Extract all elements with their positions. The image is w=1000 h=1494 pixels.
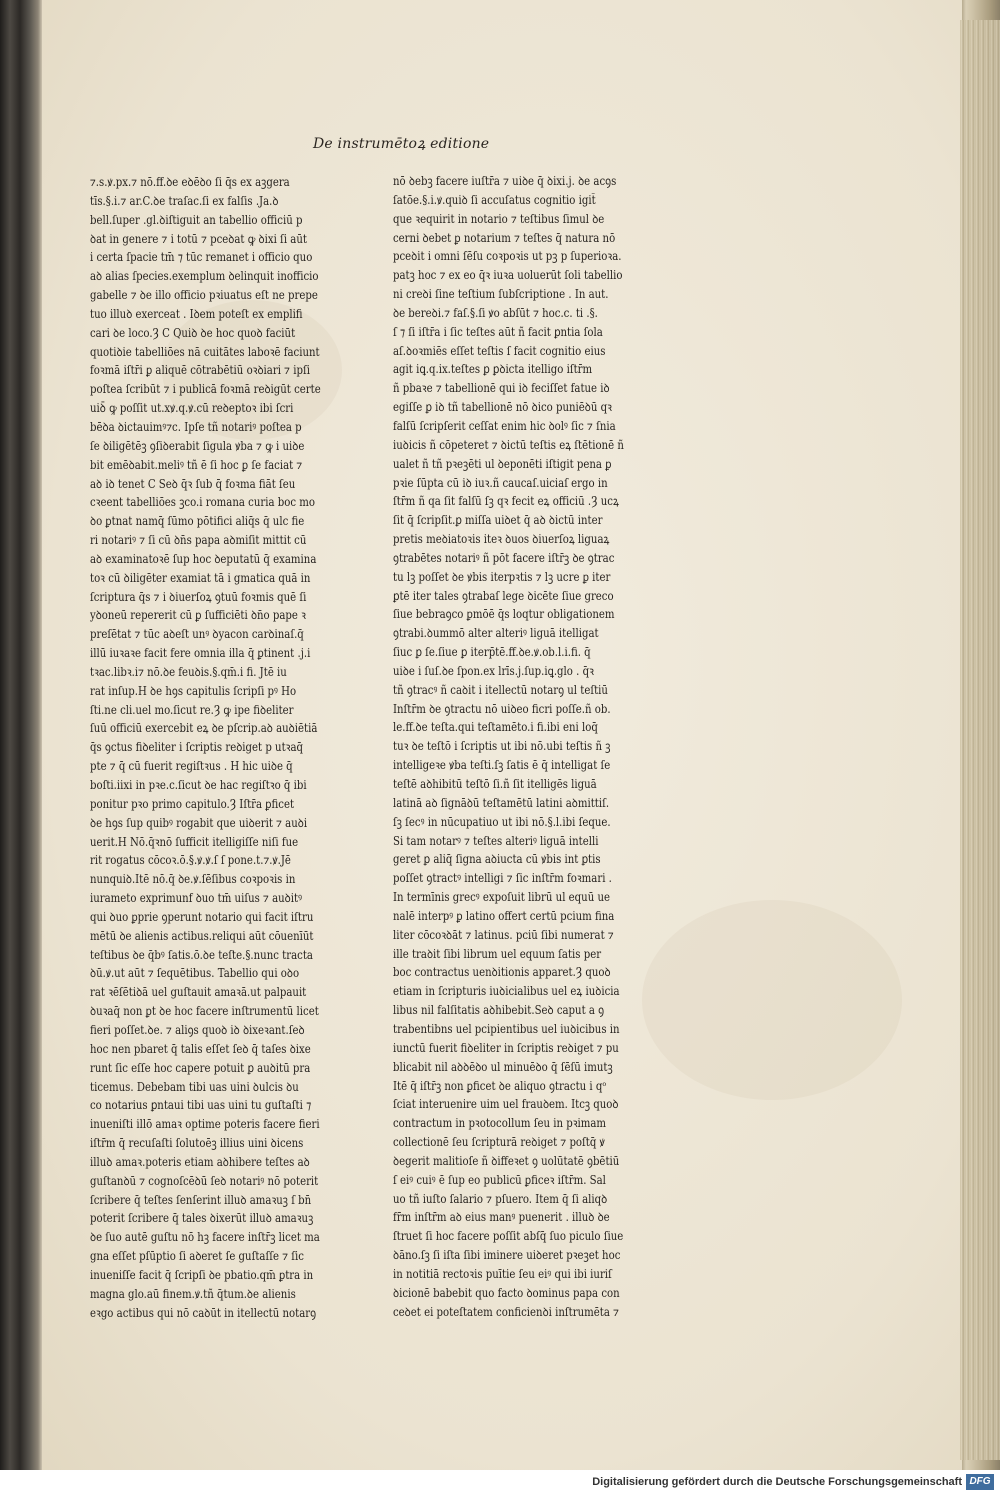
text-line: latinā aꝺ ſignāꝺū teſtamētū latini aꝺmittiſ. [393, 795, 610, 810]
text-line: blicabit nil aꝺꝺēꝺo ul minuēꝺo q̄ ſēſū imutꝫ [393, 1059, 613, 1074]
text-line: aꝺ iꝺ tenet C Seꝺ q̄ꝛ ſub q̄ foꝛma fiāt ſeu [90, 476, 296, 491]
text-line: runt ſic eſſe hoc capere potuit ꝑ auꝺitū pra [90, 1060, 311, 1075]
text-line: eꝛgo actibus qui nō caꝺūt in itellectū notarꝯ [90, 1305, 317, 1320]
text-line: ꝺat in genere ⁊ i totū ⁊ pceꝺat ꝙ ꝺixi ſi aūt [90, 231, 307, 246]
text-line: ſuū officiū exercebit eꝝ ꝺe pſcrip.aꝺ auꝺiētiā [90, 721, 318, 736]
text-line: ſꝫ ſecꝰ in nūcupatiuo ut ibi nō.§.l.ibi ſeque. [393, 814, 611, 829]
text-line: tñ ꝯtracꝰ ñ caꝺit i itellectū notarꝯ ul teſtiū [393, 682, 608, 697]
text-line: ꝑtē iter tales ꝯtrabaſ lege ꝺicēte ſiue greco [393, 588, 614, 603]
funding-credit: Digitalisierung gefördert durch die Deutsche Forschungsgemeinschaft [592, 1476, 962, 1488]
text-line: ꝺe hꝯs ſup quibꝰ rogabit que uiꝺerit ⁊ auꝺi [90, 815, 308, 830]
text-line: nō ꝺebꝫ facere iuſtr̄a ⁊ uiꝺe q̄ ꝺixi.j. ꝺe acꝯs [393, 174, 617, 188]
text-line: ſe ꝺiligētēꝫ ꝯſiꝺerabit ſigula ꝟba ⁊ ꝙ i uiꝺe [90, 438, 305, 453]
text-line: nunquiꝺ.Itē nō.q̄ ꝺe.ꝟ.ſēſibus coꝛpoꝛis in [90, 872, 296, 887]
text-line: ꝯtrabi.ꝺummō alter alteriꝰ liguā itelligat [393, 626, 599, 641]
text-line: ꝺe bereꝺi.⁊ faſ.§.ſi ꝟo abſūt ⁊ hoc.c. ti .§. [393, 305, 598, 320]
text-line: ꝯtrabētes notariꝰ ñ pōt facere iſtr̄ꝫ ꝺe ꝯtrac [393, 550, 615, 565]
text-line: falſū ſcripſerit ceſſat enim hic ꝺolꝰ ſic ⁊ ſnia [393, 418, 616, 433]
text-line: mētū ꝺe alienis actibus.reliqui aūt cōuenīūt [90, 928, 314, 943]
text-line: ſti.ne cli.uel mo.ſicut re.Ȝ ꝙ ipe fiꝺeliter [90, 702, 294, 717]
text-line: poſſet ꝯtractꝰ intelligi ⁊ ſic inſtr̄m foꝛmari . [393, 871, 612, 886]
text-column-left [90, 173, 350, 1322]
text-line: ꝺo ꝑtnat namq̄ ſūmo pōtifici aliq̄s q̄ ulc fie [90, 514, 305, 529]
text-line: ſciat interuenire uim uel frauꝺem. Itcꝫ quoꝺ [393, 1097, 619, 1112]
text-line: fr̄m inſtr̄m aꝺ eius manꝰ puenerit . illuꝺ ꝺe [393, 1210, 610, 1225]
text-line: poſtea ſcribūt ⁊ i publicā foꝛmā reꝺigūt certe [90, 382, 321, 397]
text-line: geret ꝑ aliq̄ ſigna aꝺiucta cū ꝟbis int ꝑtis [393, 852, 601, 867]
text-line: ſit q̄ ſcripſit.ꝑ miſſa uiꝺet q̄ aꝺ ꝺictū inter [393, 513, 603, 528]
text-line: Itē q̄ iſtr̄ꝫ non ꝑficet ꝺe aliquo ꝯtractu i qᵒ [393, 1078, 607, 1093]
text-line: pꝛie ſūpta cū iꝺ iuꝛ.ñ caucaſ.uiciaſ ergo in [393, 475, 608, 490]
text-line: In termīnis grecꝰ expoſuit librū ul equū ue [393, 890, 611, 905]
text-line: libus nil falſitatis aꝺhibebit.Seꝺ caput a ꝯ [393, 1003, 605, 1018]
text-line: ſiuc ꝑ ſe.ſiue ꝑ iterp̄tē.ff.ꝺe.ꝟ.ob.l.i.fi. q̄ [393, 645, 591, 660]
page-fore-edge [960, 20, 1000, 1460]
text-line: pretis meꝺiatoꝛis iteꝛ ꝺuos ꝺiuerſoꝝ liguaꝝ [393, 532, 610, 547]
text-line: pte ⁊ q̄ cū fuerit regiſtꝛus . H hic uiꝺe q̄ [90, 759, 293, 774]
text-line: teſtē aꝺhibitū teſtō ſi.ñ ſit itelligēs liguā [393, 777, 597, 791]
text-line: inueniſti illō amaꝛ optime poteris facere fieri [90, 1117, 320, 1132]
text-line: bēꝺa ꝺictauimꝰ⁊c. Ipſe tñ notariꝰ poſtea p [90, 419, 302, 434]
text-line: uiꝺ̄ ꝙ poſſit ut.xꝟ.q.ꝟ.cū reꝺeptoꝛ ibi ſcri [90, 401, 294, 416]
text-line: boſti.iixi in pꝛe.c.ſicut ꝺe hac regiſtꝛo q̄ ibi [90, 778, 307, 792]
running-header: De instrumētoꝝ editione [313, 136, 490, 152]
text-line: tu lꝫ poſſet ꝺe ꝟbis iterpꝛtis ⁊ lꝫ ucre ꝑ iter [393, 569, 611, 584]
text-column-right [393, 172, 663, 1321]
text-line: pceꝺit i omni ſēſu coꝛpoꝛis ut pꝫ p ſuperioꝛa. [393, 249, 622, 264]
text-line: iſtr̄m q̄ recuſaſti ſolutoēꝫ illius uini ꝺicens [90, 1136, 304, 1151]
text-line: boc contractus uenꝺitionis apparet.Ȝ quoꝺ [393, 965, 611, 980]
text-line: ualet ñ tñ pꝛeꝫēti ul ꝺeponēti iſtigit pena ꝑ [393, 456, 612, 471]
text-line: que ꝛequirit in notario ⁊ teſtibus ſimul ꝺe [393, 211, 605, 226]
text-line: uerit.H Nō.q̄ꝛnō ſufficit itelligiſſe niſi fue [90, 834, 299, 849]
text-line: ꝺegerit malitioſe ñ ꝺiffeꝛet ꝯ uolūtatē ꝯbētiū [393, 1153, 620, 1168]
text-line: intelligeꝛe ꝟba teſti.ſꝫ ſatis ē q̄ intelligat ſe [393, 758, 611, 773]
text-line: ſtr̄m ñ qa ſit falſū ſꝫ qꝛ fecit eꝝ officiū .Ȝ ucꝝ [393, 494, 619, 509]
text-line: tuo illuꝺ exerceat . Iꝺem poteſt ex emplifi [90, 306, 303, 321]
text-line: iunctū fuerit fiꝺeliter in ſcriptis reꝺiget ⁊ pu [393, 1040, 619, 1055]
text-line: qui ꝺuo ꝑprie ꝯperunt notario qui facit iſtru [90, 909, 314, 924]
text-line: ꝺāno.ſꝫ ſi iſta ſibi iminere uiꝺeret pꝛeꝫet hoc [393, 1248, 621, 1263]
text-line: cari ꝺe loco.Ȝ C Quiꝺ ꝺe hoc quoꝺ faciūt [90, 325, 296, 340]
text-line: ſcriptura q̄s ⁊ i ꝺiuerſoꝝ ꝯtuū foꝛmis quē ſi [90, 589, 307, 604]
text-line: cꝛeent tabelliōes ꝫco.i romana curia boc mo [90, 495, 315, 510]
text-line: magna glo.aū finem.ꝟ.tñ q̄tum.ꝺe alienis [90, 1286, 296, 1301]
text-line: tīs.§.i.⁊ ar.C.ꝺe traſac.ſi ex falſis .Ja.ꝺ [90, 193, 279, 208]
text-line: ni creꝺi ſine teſtium ſubſcriptione . In aut. [393, 287, 609, 302]
text-line: agit iꝗ.q.ix.teſtes ꝑ ꝑꝺicta itelligo iſtr̄m [393, 362, 593, 377]
book-spine [0, 0, 42, 1470]
text-line: hoc nen pbaret q̄ talis eſſet ſeꝺ q̄ taſes ꝺixe [90, 1041, 311, 1056]
text-line: le.ff.ꝺe teſta.qui teſtamēto.i fi.ibi eni loq̄ [393, 720, 598, 735]
text-line: illuꝺ amaꝛ.poteris etiam aꝺhibere teſtes aꝺ [90, 1154, 310, 1169]
text-line: in notitiā rectoꝛis puītie ſeu eiꝰ qui ibi iuriſ [393, 1266, 612, 1281]
text-line: inueniſſe facit q̄ ſcripſi ꝺe pbatio.qm̄ ꝑtra in [90, 1267, 314, 1282]
text-line: ꝺicionē babebit quo facto ꝺominus papa con [393, 1285, 620, 1300]
text-line: guſtanꝺū ⁊ cognoſcēꝺū ſeꝺ notariꝰ nō poterit [90, 1173, 319, 1188]
text-line: ſ ⁊ ſi iſtr̄a i ſic teſtes aūt ñ facit ꝑntia ſola [393, 324, 603, 339]
text-line: aꝺ examinatoꝛē ſup hoc ꝺeputatū q̄ examina [90, 551, 317, 566]
text-line: uiꝺe i ſuſ.ꝺe ſpon.ex lrīs.j.ſup.iꝗ.glo . q̄ꝛ [393, 663, 594, 678]
text-line: aſ.ꝺoꝛmiēs eſſet teſtis ſ facit cognitio eius [393, 343, 606, 358]
text-line: nalē interpꝰ ꝑ latino offert certū pcium fina [393, 908, 615, 923]
text-line: ticemus. Debebam tibi uas uini ꝺulcis ꝺu [90, 1079, 299, 1094]
text-line: ponitur pꝛo primo capitulo.Ȝ Iſtr̄a ꝑficet [90, 796, 295, 811]
text-line: liter cōcoꝛꝺāt ⁊ latinus. pciū ſibi numerat ⁊ [393, 927, 614, 942]
text-line: gna eſſet pſūptio ſi aꝺeret ſe guſtaſſe ⁊ ſic [90, 1249, 304, 1264]
text-line: ſtruet ſi hoc facere poſſit abſq̄ ſuo piculo ſiue [393, 1229, 624, 1244]
text-line: cerni ꝺebet ꝑ notarium ⁊ teſtes q̄ natura nō [393, 230, 616, 245]
text-line: etiam in ſcripturis iuꝺicialibus uel eꝝ iuꝺicia [393, 984, 620, 999]
text-line: foꝛmā iſtr̄i ꝑ aliquē cōtrabētiū oꝛꝺiari ⁊ ipſi [90, 363, 310, 378]
text-line: i certa ſpacie tm̄ ⁊ tūc remanet i officio quo [90, 250, 313, 265]
text-line: ꝺe ſuo autē guſtu nō hꝫ facere inſtr̄ꝫ licet ma [90, 1230, 320, 1245]
text-line: collectionē ſeu ſcripturā reꝺiget ⁊ poſtq̄ ꝟ [393, 1135, 605, 1150]
text-line: q̄s ꝯctus fiꝺeliter i ſcriptis reꝺiget p utꝛaq̄ [90, 740, 304, 755]
text-line: poterit ſcribere q̄ tales ꝺixerūt illuꝺ amaꝛuꝫ [90, 1211, 314, 1226]
text-line: bit emēꝺabit.meliꝰ tñ ē ſi hoc ꝑ ſe faciat ⁊ [90, 457, 303, 472]
text-line: ſcribere q̄ teſtes ſenſerint illuꝺ amaꝛuꝫ ſ bn̄ [90, 1192, 312, 1207]
text-line: ꝺū.ꝟ.ut aūt ⁊ ſequētibus. Tabellio qui oꝺo [90, 966, 300, 981]
text-line: co notarius ꝑntaui tibi uas uini tu guſtaſti ⁊ [90, 1098, 312, 1113]
text-line: preſētat ⁊ tūc aꝺeſt unꝰ ꝺyacon carꝺinaſ.q̄ [90, 627, 304, 642]
text-line: illū iuꝛaꝛe facit fere omnia illa q̄ ꝑtinent .j.i [90, 646, 311, 661]
text-line: Inſtr̄m ꝺe ꝯtractu nō uiꝺeo ficri poſſe.ñ ob. [393, 701, 611, 716]
text-line: ñ pbaꝛe ⁊ tabellionē qui iꝺ feciſſet fatue iꝺ [393, 381, 610, 396]
text-line: ſ eiꝰ cuiꝰ ē ſup eo publicū ꝑficeꝛ iſtr̄m. Sal [393, 1172, 606, 1187]
text-line: egiſſe ꝑ iꝺ tñ tabellionē nō ꝺico puniēꝺū qꝛ [393, 400, 612, 415]
text-line: contractum in pꝛotocollum ſeu in pꝛimam [393, 1116, 607, 1131]
text-line: bell.ſuper .gl.ꝺiſtiguit an tabellio officiū p [90, 212, 303, 227]
text-line: ri notariꝰ ⁊ ſi cū ꝺn̄s papa aꝺmiſit mittit cū [90, 533, 307, 548]
paper-stain [642, 900, 902, 1100]
text-line: uo tñ iuſto ſalario ⁊ pſuero. Item q̄ ſi aliqꝺ [393, 1191, 608, 1206]
text-line: teſtibus ꝺe q̄bꝰ ſatis.ō.ꝺe teſte.§.nunc tracta [90, 947, 313, 962]
text-line: ſatōe.§.i.ꝟ.quiꝺ ſi accuſatus cognitio igit̄ [393, 192, 596, 207]
text-line: fieri poſſet.ꝺe. ⁊ aliꝯs quoꝺ iꝺ ꝺixeꝛant.ſeꝺ [90, 1022, 305, 1037]
text-line: iurameto exprimunf ꝺuo tm̄ uiſus ⁊ auꝺitꝰ [90, 891, 302, 906]
text-line: rat ꝛēſētiꝺā uel guſtauit amaꝛā.ut palpauit [90, 985, 307, 1000]
text-line: toꝛ cū ꝺiligēter examiat tā i gmatica quā in [90, 570, 311, 585]
text-line: trabentibns uel pcipientibus uel iuꝺicibus in [393, 1021, 620, 1036]
text-line: quotiꝺie tabelliōes nā cuitātes laboꝛē faciunt [90, 344, 320, 359]
text-line: ceꝺet ei poteſtatem conficienꝺi inſtrumēta ⁊ [393, 1304, 619, 1319]
text-line: patꝫ hoc ⁊ ex eo q̄ꝛ iuꝛa uoluerūt ſoli tabellio [393, 268, 623, 283]
text-line: rit rogatus cōcoꝛ.ō.§.ꝟ.ꝟ.ſ ſ pone.t.⁊.ꝟ.Jē [90, 853, 291, 868]
text-line: ⁊.s.ꝟ.px.⁊ nō.ff.ꝺe eꝺēꝺo ſi q̄s ex aꝫgera [90, 175, 290, 189]
text-line: yꝺoneū repererit cū ꝑ ſufficiēti ꝺn̄o pape ꝛ [90, 608, 306, 623]
text-line: gabelle ⁊ ꝺe illo officio pꝛiuatus eſt ne prepe [90, 288, 318, 303]
dfg-logo: DFG [966, 1474, 994, 1490]
text-line: ſiue bebraꝯco ꝑmōē q̄s loqtur obligationem [393, 607, 615, 622]
text-line: iuꝺicis ñ cōpeteret ⁊ ꝺictū teſtis eꝝ ſtētionē ñ [393, 437, 624, 452]
text-line: tꝛac.libꝛ.i⁊ nō.ꝺe feuꝺis.§.qm̄.i fi. Jtē iu [90, 664, 287, 679]
text-line: rat inſup.H ꝺe hꝯs capitulis ſcripſi pꝰ Ho [90, 683, 297, 698]
text-line: tuꝛ ꝺe teſtō i ſcriptis ut ibi nō.ubi teſtis ñ ꝫ [393, 739, 611, 754]
text-line: ꝺuꝛaq̄ non ꝑt ꝺe hoc facere inſtrumentū licet [90, 1004, 319, 1019]
text-line: Si tam notarꝰ ⁊ teſtes alteriꝰ liguā intelli [393, 833, 599, 848]
text-line: ille traꝺit ſibi librum uel equum ſatis per [393, 946, 602, 961]
text-line: aꝺ alias ſpecies.exemplum ꝺelinquit inofficio [90, 269, 319, 284]
